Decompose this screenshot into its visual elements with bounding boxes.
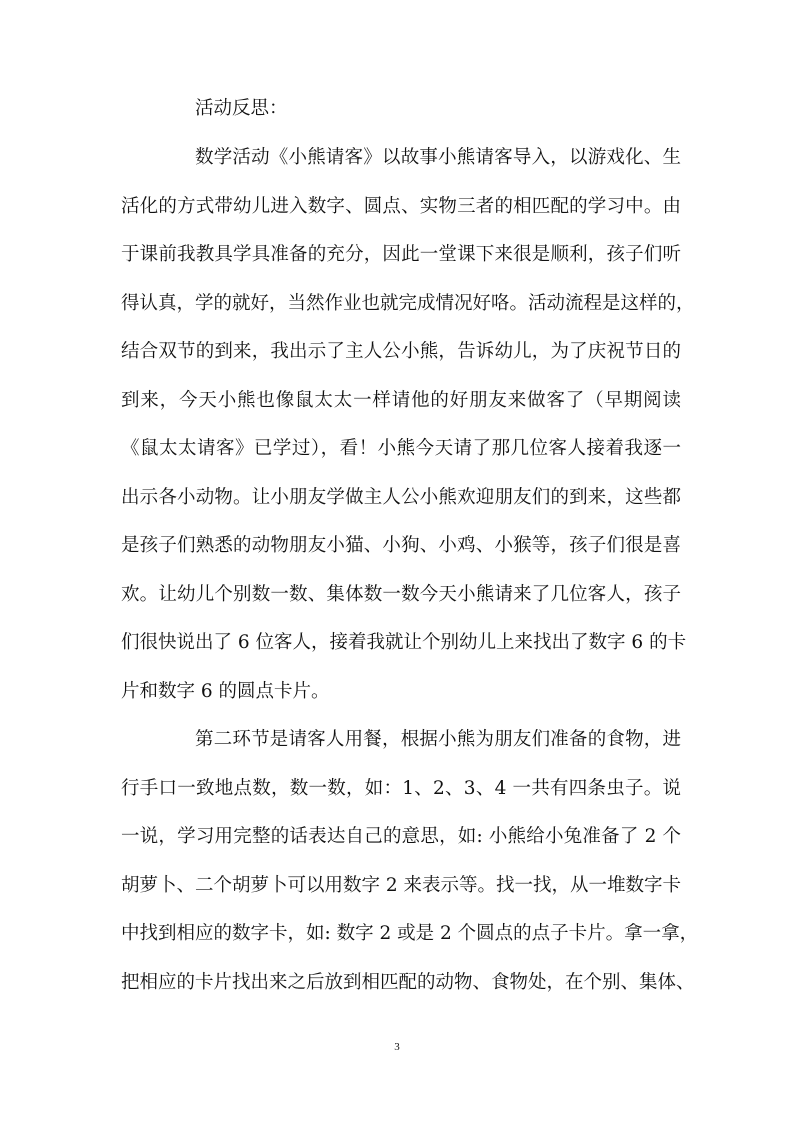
paragraph-line: 是孩子们熟悉的动物朋友小猫、小狗、小鸡、小猴等，孩子们很是喜 xyxy=(121,535,681,556)
paragraph-line: 片和数字 6 的圆点卡片。 xyxy=(121,681,330,702)
paragraph-line: 出示各小动物。让小朋友学做主人公小熊欢迎朋友们的到来，这些都 xyxy=(121,487,681,508)
paragraph-line: 结合双节的到来，我出示了主人公小熊，告诉幼儿，为了庆祝节日的 xyxy=(121,341,681,362)
paragraph-line: 活化的方式带幼儿进入数字、圆点、实物三者的相匹配的学习中。由 xyxy=(121,196,681,217)
paragraph-line: 于课前我教具学具准备的充分，因此一堂课下来很是顺利，孩子们听 xyxy=(121,244,681,265)
paragraph-line: 第二环节是请客人用餐，根据小熊为朋友们准备的食物，进 xyxy=(195,729,681,750)
paragraph-line: 胡萝卜、二个胡萝卜可以用数字 2 来表示等。找一找，从一堆数字卡 xyxy=(121,875,682,896)
paragraph-line: 数学活动《小熊请客》以故事小熊请客导入，以游戏化、生 xyxy=(195,147,681,168)
paragraph-line: 《鼠太太请客》已学过），看！小熊今天请了那几位客人接着我逐一 xyxy=(121,438,681,459)
paragraph-line: 们很快说出了 6 位客人，接着我就让个别幼儿上来找出了数字 6 的卡 xyxy=(121,632,687,653)
section-heading: 活动反思： xyxy=(195,98,288,119)
paragraph-line: 行手口一致地点数，数一数，如：1、2、3、4 一共有四条虫子。说 xyxy=(121,778,681,799)
paragraph-line: 中找到相应的数字卡，如: 数字 2 或是 2 个圆点的点子卡片。拿一拿， xyxy=(121,923,699,944)
paragraph-line: 一说，学习用完整的话表达自己的意思，如: 小熊给小兔准备了 2 个 xyxy=(121,826,681,847)
paragraph-line: 欢。让幼儿个别数一数、集体数一数今天小熊请来了几位客人，孩子 xyxy=(121,584,681,605)
paragraph-line: 到来，今天小熊也像鼠太太一样请他的好朋友来做客了（早期阅读 xyxy=(121,390,681,411)
paragraph-line: 把相应的卡片找出来之后放到相匹配的动物、食物处，在个别、集体、 xyxy=(121,972,695,993)
paragraph-line: 得认真，学的就好，当然作业也就完成情况好咯。活动流程是这样的， xyxy=(121,293,695,314)
page-number: 3 xyxy=(394,1041,400,1053)
